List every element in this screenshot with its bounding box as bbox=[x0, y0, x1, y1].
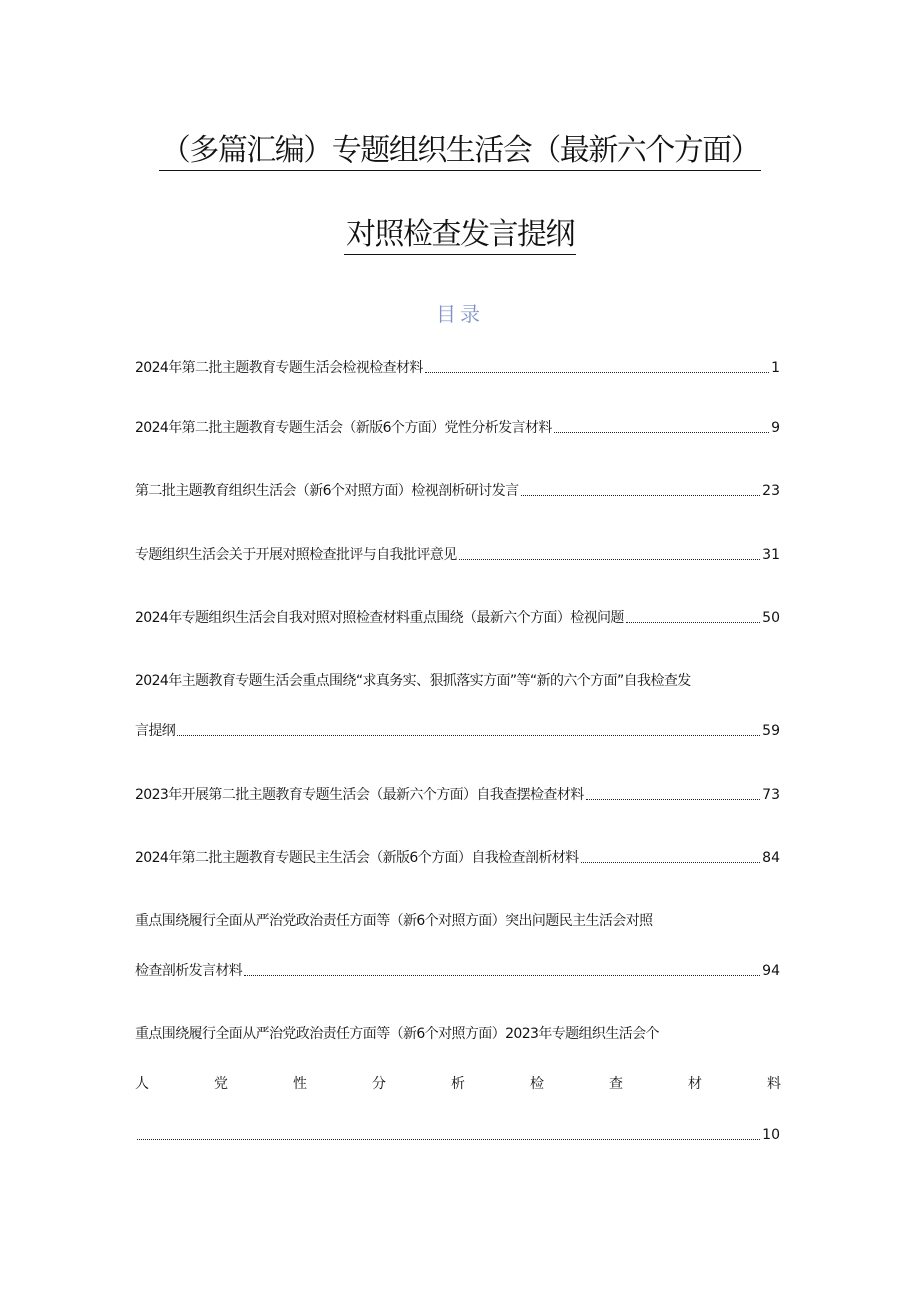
document-title-line-1 bbox=[0, 131, 920, 171]
title-text-1: （多篇汇编）专题组织生活会（最新六个方面） bbox=[159, 133, 762, 171]
toc-entry-1[interactable] bbox=[135, 357, 780, 379]
toc-leader-dots bbox=[521, 495, 761, 496]
toc-leader-dots bbox=[554, 432, 769, 433]
toc-entry-2[interactable] bbox=[135, 417, 780, 439]
toc-leader-dots bbox=[459, 559, 761, 560]
toc-entry-page: 23 bbox=[762, 483, 780, 499]
document-title-line-2 bbox=[0, 215, 920, 255]
toc-entry-text: 2024年第二批主题教育专题生活会检视检查材料 bbox=[135, 360, 423, 376]
toc-heading: 目录 bbox=[436, 302, 484, 326]
spread-char: 材 bbox=[688, 1076, 702, 1092]
toc-entry-text: 言提纲 bbox=[135, 723, 176, 739]
toc-entry-page: 10 bbox=[762, 1127, 780, 1143]
spread-char: 分 bbox=[372, 1076, 386, 1092]
spread-char: 人 bbox=[135, 1076, 149, 1092]
spread-char: 料 bbox=[767, 1076, 781, 1092]
spread-char: 析 bbox=[451, 1076, 465, 1092]
toc-entry-text: 专题组织生活会关于开展对照检查批评与自我批评意见 bbox=[135, 547, 457, 563]
toc-entry-page: 50 bbox=[762, 610, 780, 626]
toc-entry-3[interactable] bbox=[135, 480, 780, 502]
toc-entry-6[interactable] bbox=[135, 720, 780, 742]
title-text-2: 对照检查发言提纲 bbox=[344, 217, 576, 255]
toc-entry-page: 1 bbox=[771, 360, 780, 376]
toc-entry-text: 第二批主题教育组织生活会（新6个对照方面）检视剖析研讨发言 bbox=[135, 483, 519, 499]
toc-entry-page: 9 bbox=[771, 420, 780, 436]
toc-leader-dots bbox=[586, 799, 761, 800]
toc-entry-5[interactable] bbox=[135, 607, 780, 629]
spread-char: 党 bbox=[214, 1076, 228, 1092]
toc-entry-10-line-2[interactable] bbox=[135, 1073, 781, 1095]
toc-entry-page: 73 bbox=[762, 787, 780, 803]
toc-entry-text: 2023年开展第二批主题教育专题生活会（最新六个方面）自我查摆检查材料 bbox=[135, 787, 584, 803]
toc-entry-text: 2024年第二批主题教育专题生活会（新版6个方面）党性分析发言材料 bbox=[135, 420, 552, 436]
toc-entry-4[interactable] bbox=[135, 544, 780, 566]
toc-leader-dots bbox=[244, 975, 760, 976]
spread-char: 查 bbox=[609, 1076, 623, 1092]
toc-entry-8[interactable] bbox=[135, 847, 780, 869]
spread-char: 性 bbox=[293, 1076, 307, 1092]
toc-leader-dots bbox=[177, 735, 760, 736]
toc-entry-9[interactable] bbox=[135, 960, 780, 982]
toc-entry-text: 2024年专题组织生活会自我对照对照检查材料重点围绕（最新六个方面）检视问题 bbox=[135, 610, 624, 626]
toc-entry-10[interactable] bbox=[135, 1124, 780, 1146]
toc-entry-page: 31 bbox=[762, 547, 780, 563]
toc-entry-page: 94 bbox=[762, 963, 780, 979]
toc-leader-dots bbox=[425, 372, 769, 373]
toc-entry-10-line-1[interactable]: 重点围绕履行全面从严治党政治责任方面等（新6个对照方面）2023年专题组织生活会个 bbox=[135, 1026, 659, 1042]
toc-leader-dots bbox=[626, 622, 760, 623]
spread-char: 检 bbox=[530, 1076, 544, 1092]
toc-entry-7[interactable] bbox=[135, 784, 780, 806]
toc-entry-page: 59 bbox=[762, 723, 780, 739]
toc-leader-dots bbox=[581, 862, 761, 863]
toc-leader-dots bbox=[137, 1139, 760, 1140]
toc-entry-page: 84 bbox=[762, 850, 780, 866]
toc-entry-9-line-1[interactable]: 重点围绕履行全面从严治党政治责任方面等（新6个对照方面）突出问题民主生活会对照 bbox=[135, 913, 653, 929]
toc-entry-text: 检查剖析发言材料 bbox=[135, 963, 243, 979]
toc-entry-6-line-1[interactable]: 2024年主题教育专题生活会重点围绕“求真务实、狠抓落实方面”等“新的六个方面”自我检查发 bbox=[135, 673, 691, 689]
toc-entry-text: 2024年第二批主题教育专题民主生活会（新版6个方面）自我检查剖析材料 bbox=[135, 850, 579, 866]
